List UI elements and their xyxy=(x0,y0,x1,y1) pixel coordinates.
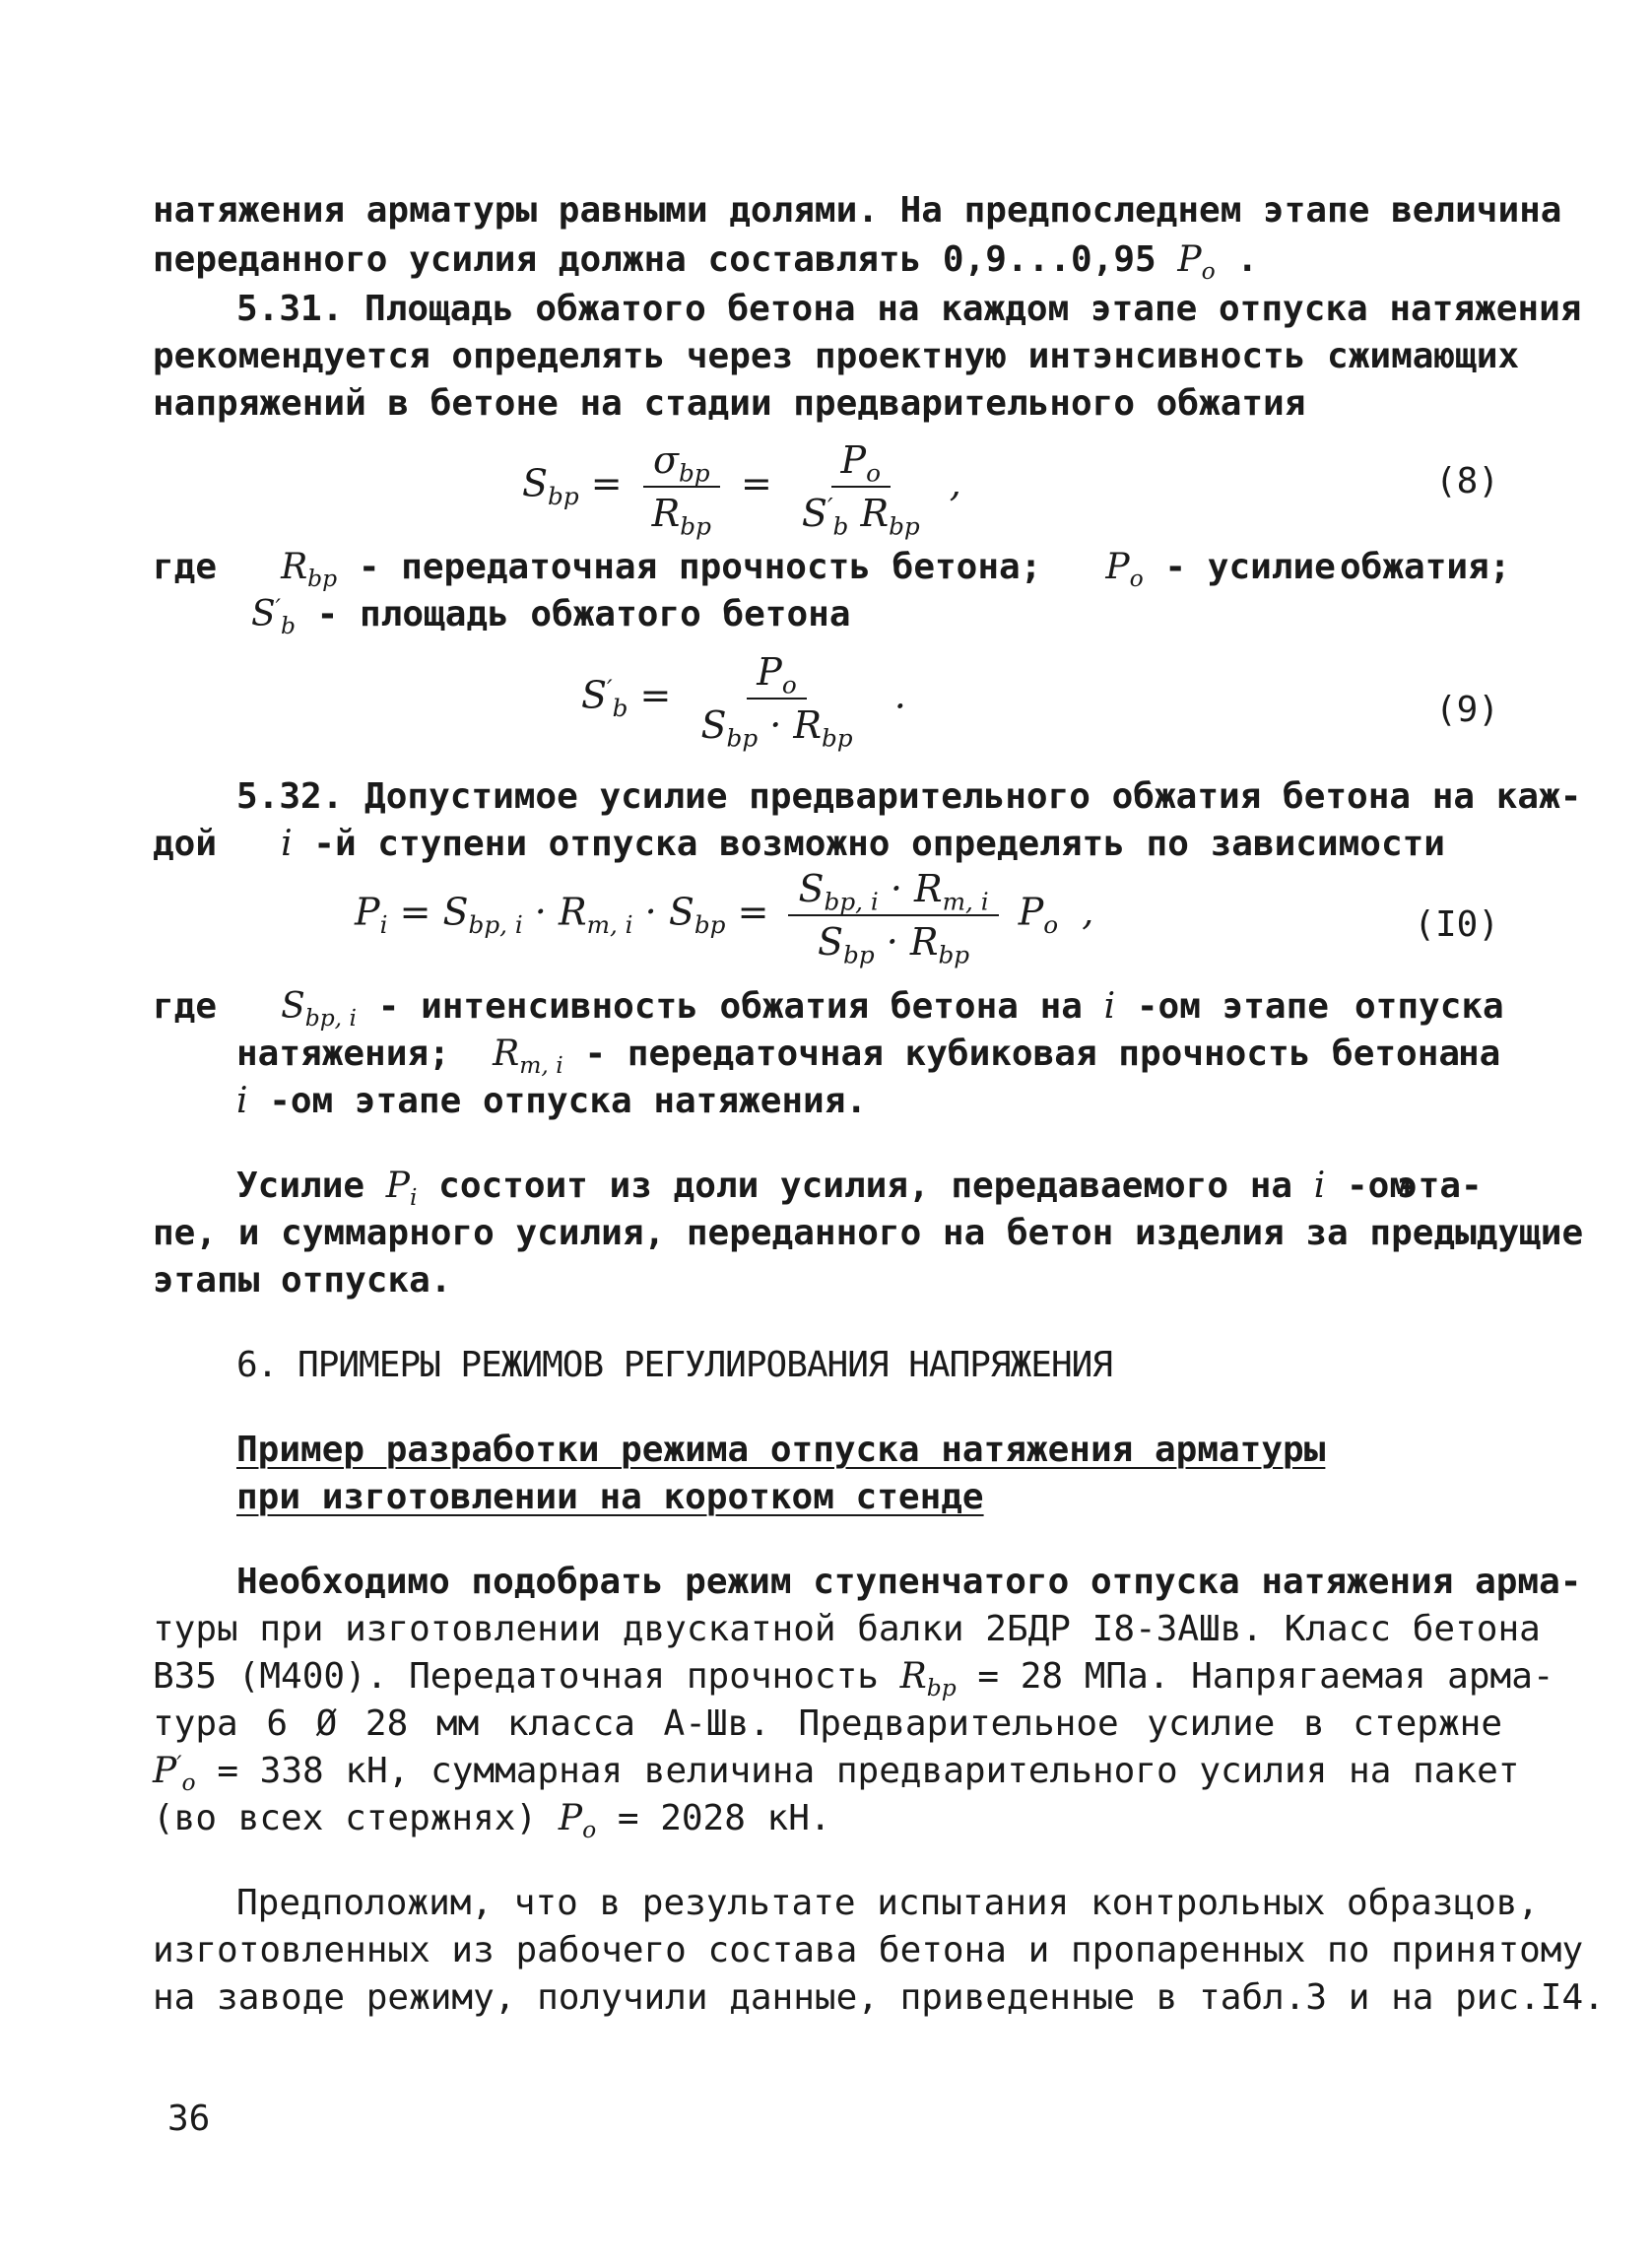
text-line: $S'_b$ - площадь обжатого бетона xyxy=(251,593,851,640)
text-line: обжатия; xyxy=(1340,547,1511,587)
text-line: туры при изготовлении двускатной балки 2БДР I8-3АШв. Класс бетона xyxy=(153,1609,1541,1649)
section-5-32-line: 5.32. Допустимое усилие предварительного обжатия бетона на каж- xyxy=(236,776,1582,817)
text-line: этапы отпуска. xyxy=(153,1260,452,1301)
where-clause: где $S_{bp, i}$ - интенсивность обжатия бетона на i -ом этапе xyxy=(153,986,1329,1033)
text-line: отпуска xyxy=(1355,986,1504,1027)
text-line: В35 (М400). Передаточная прочность $R_{bp} = 28$ МПа. Напрягаемая арма- xyxy=(153,1656,1554,1702)
text-line: эта- xyxy=(1397,1166,1483,1206)
page-number: 36 xyxy=(167,2099,211,2139)
text-line: на заводе режиму, получили данные, приведенные в табл.3 и на рис.I4. xyxy=(153,1977,1605,2018)
text-line: напряжений в бетоне на стадии предварительного обжатия xyxy=(153,383,1306,424)
text-line: i -ом этапе отпуска натяжения. xyxy=(236,1081,868,1121)
equation-number-8: (8) xyxy=(1434,461,1499,501)
text-line: рекомендуется определять через проектную интэнсивность сжимающих xyxy=(153,336,1520,376)
text-line: тура 6 Ø 28 мм класса А-Шв. Предварительное усилие в стержне xyxy=(153,1703,1502,1744)
text-line: Усилие $P_i$ состоит из доли усилия, передаваемого на i -ом xyxy=(236,1166,1412,1212)
text-line: (во всех стержнях) $P_o = 2028$ кН. xyxy=(153,1798,831,1844)
where-clause: где $R_{bp}$ - передаточная прочность бетона; $P_o$ - усилие xyxy=(153,547,1336,593)
text-line: изготовленных из рабочего состава бетона и пропаренных по принятому xyxy=(153,1930,1584,1970)
text-line: натяжения; $R_{m, i}$ - передаточная кубиковая прочность бетона xyxy=(236,1034,1461,1080)
text-line: дой i -й ступени отпуска возможно определять по зависимости xyxy=(153,824,1445,864)
equation-number-10: (I0) xyxy=(1414,904,1499,945)
section-5-31-line: 5.31. Площадь обжатого бетона на каждом этапе отпуска натяжения xyxy=(236,289,1582,329)
text-line: переданного усилия должна составлять 0,9...0,95 $P_o$ . xyxy=(153,239,1259,286)
formula-8: $S_{bp}$ = $\frac{\sigma_{bp}}{R_{bp}}$ = $\frac{P_o}{S'_b R_{bp}}$ , xyxy=(522,438,961,541)
equation-number-9: (9) xyxy=(1434,690,1499,730)
formula-10: $P_i = S_{bp, i} \cdot R_{m, i} \cdot S_{bp}$ = $\frac{S_{bp, i} \cdot R_{m, i}}{S_{bp} \cdot R_{bp}}$ $P_o$ , xyxy=(355,867,1094,969)
text-line: $P'_o = 338$ кН, суммарная величина предварительного усилия на пакет xyxy=(153,1750,1520,1797)
text-line: на xyxy=(1458,1034,1501,1074)
text-line: пе, и суммарного усилия, переданного на бетон изделия за предыдущие xyxy=(153,1213,1584,1253)
text-line: натяжения арматуры равными долями. На предпоследнем этапе величина xyxy=(153,190,1562,231)
text-line: Необходимо подобрать режим ступенчатого отпуска натяжения арма- xyxy=(236,1562,1582,1602)
example-heading: Пример разработки режима отпуска натяжения арматуры xyxy=(236,1430,1326,1470)
example-heading: при изготовлении на коротком стенде xyxy=(236,1477,984,1517)
formula-9: $S'_b$ = $\frac{P_o}{S_{bp} \cdot R_{bp}}$ . xyxy=(581,650,906,753)
text-line: Предположим, что в результате испытания контрольных образцов, xyxy=(236,1883,1540,1923)
section-heading: 6. ПРИМЕРЫ РЕЖИМОВ РЕГУЛИРОВАНИЯ НАПРЯЖЕНИЯ xyxy=(236,1345,1112,1385)
